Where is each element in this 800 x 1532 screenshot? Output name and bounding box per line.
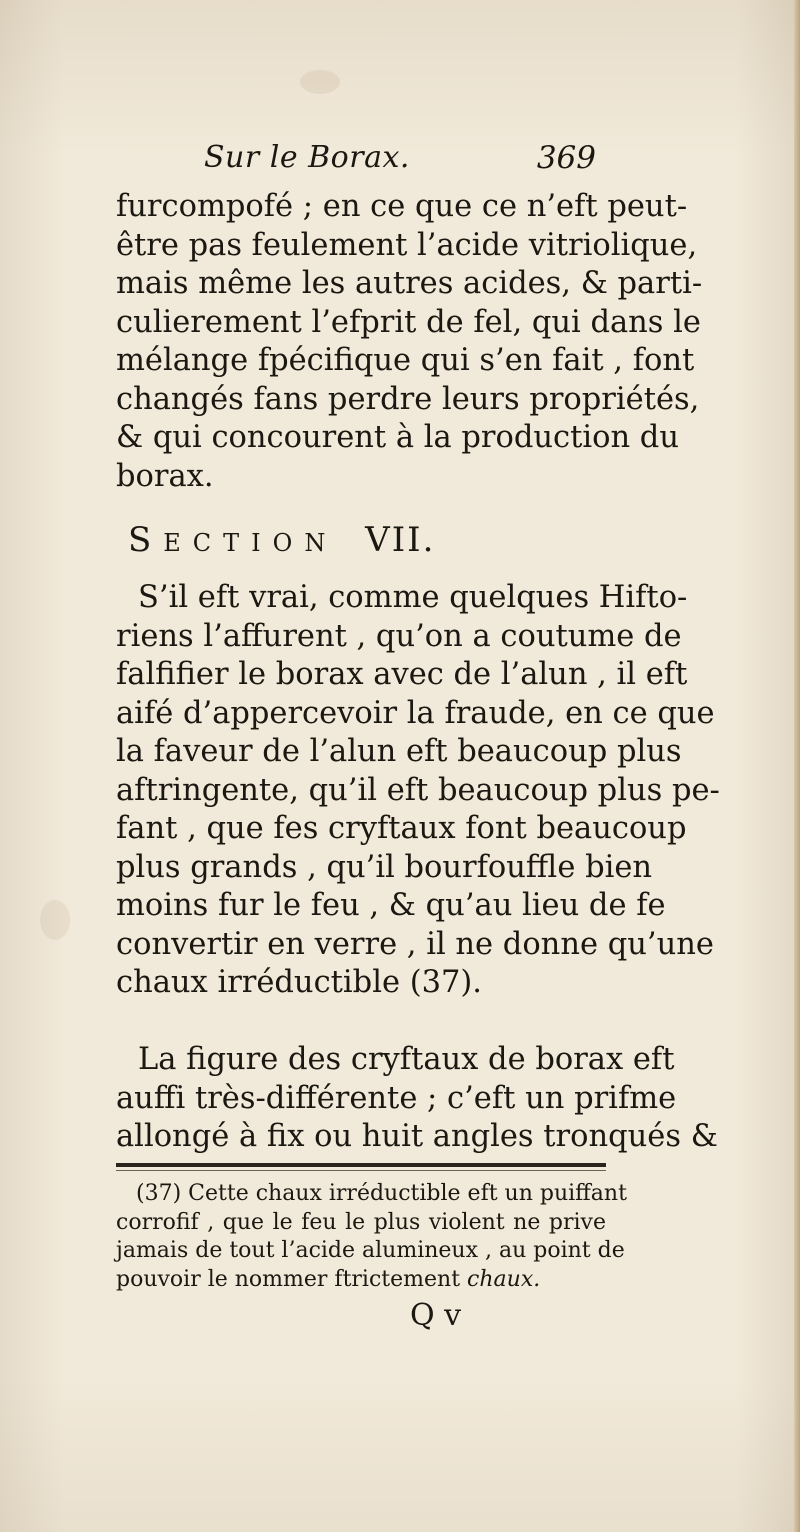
running-title: Sur le Borax.	[204, 140, 410, 175]
text-line: allongé à fix ou huit angles tronqués &	[116, 1119, 718, 1154]
text-line: chaux irréductible (37).	[116, 965, 482, 1000]
text-line: changés fans perdre leurs propriétés,	[116, 381, 700, 417]
paper-stain	[300, 70, 340, 94]
text-line: être pas feulement l’acide vitriolique,	[116, 227, 698, 263]
footnote-text: pouvoir le nommer ftrictement	[116, 1266, 468, 1292]
text-line: moins fur le feu , & qu’au lieu de fe	[116, 888, 666, 923]
page-edge	[794, 0, 800, 1532]
text-line: plus grands , qu’il bourfouffle bien	[116, 849, 653, 885]
paragraph-2	[116, 579, 720, 1003]
signature-mark: Q v	[410, 1298, 462, 1333]
footnote-line: (37) Cette chaux irréductible eft un puiffant	[136, 1181, 627, 1206]
text-line: auffi très-différente ; c’eft un prifme	[116, 1080, 677, 1116]
text-line: falfifier le borax avec de l’alun , il eft	[116, 657, 688, 692]
text-line: la faveur de l’alun eft beaucoup plus	[116, 734, 682, 769]
footnote-rule-fine	[116, 1170, 606, 1171]
section-heading	[128, 520, 548, 560]
text-line: La figure des cryftaux de borax eft	[138, 1042, 675, 1077]
text-line: aifé d’appercevoir la fraude, en ce que	[116, 695, 715, 731]
footnote-line: corrofif , que le feu le plus violent ne prive	[116, 1209, 606, 1235]
footnote-line: jamais de tout l’acide alumineux , au point de	[116, 1238, 625, 1263]
section-number: VII.	[365, 520, 436, 560]
footnote	[116, 1180, 627, 1294]
footnote-line	[116, 1266, 606, 1295]
footnote-italic-word: chaux.	[467, 1266, 541, 1292]
text-line: culierement l’efprit de fel, qui dans le	[116, 304, 701, 340]
page-header	[204, 140, 604, 186]
paragraph-3	[116, 1041, 718, 1157]
text-line: borax.	[116, 458, 214, 494]
text-line: furcompofé ; en ce que ce n’eft peut-	[116, 189, 688, 224]
paper-stain	[40, 900, 70, 940]
text-line: mélange fpécifique qui s’en fait , font	[116, 343, 695, 378]
text-line: mais même les autres acides, & parti-	[116, 266, 703, 301]
text-line: fant , que fes cryftaux font beaucoup	[116, 811, 687, 846]
footnote-rule	[116, 1163, 606, 1167]
text-line: & qui concourent à la production du	[116, 420, 679, 455]
text-line: S’il eft vrai, comme quelques Hifto-	[138, 580, 688, 615]
section-word: Section	[128, 520, 338, 560]
text-line: aftringente, qu’il eft beaucoup plus pe-	[116, 772, 720, 808]
paragraph-1	[116, 188, 703, 496]
page-number: 369	[536, 140, 596, 176]
text-line: riens l’affurent , qu’on a coutume de	[116, 618, 682, 654]
text-line: convertir en verre , il ne donne qu’une	[116, 926, 714, 962]
